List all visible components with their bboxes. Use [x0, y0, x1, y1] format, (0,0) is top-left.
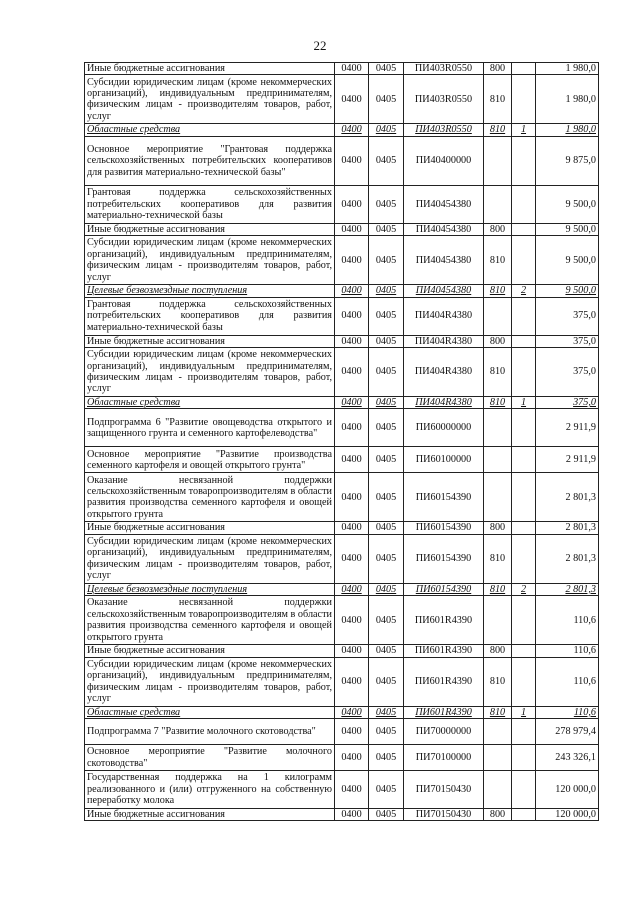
row-target-article: ПИ70150430 — [404, 771, 484, 809]
row-source — [512, 136, 536, 185]
table-row — [85, 745, 599, 771]
row-section: 0400 — [335, 348, 369, 397]
page-number: 22 — [313, 38, 327, 53]
row-target-article: ПИ60154390 — [404, 583, 484, 595]
row-subsection: 0405 — [369, 534, 404, 583]
row-amount: 9 500,0 — [536, 285, 599, 297]
row-amount: 375,0 — [536, 297, 599, 335]
row-name: Иные бюджетные ассигнования — [85, 335, 335, 347]
row-target-article: ПИ404R4380 — [404, 397, 484, 409]
row-name: Государственная поддержка на 1 килограмм реализованного и (или) отгруженного на собственную переработку молока — [85, 771, 335, 809]
row-source — [512, 75, 536, 124]
row-section: 0400 — [335, 645, 369, 657]
row-subsection: 0405 — [369, 583, 404, 595]
row-expense-type: 800 — [484, 809, 512, 821]
row-name: Оказание несвязанной поддержки сельскохозяйственным товаропроизводителям в области развития производства семенного картофеля и овощей открытого грунта — [85, 473, 335, 522]
row-expense-type: 810 — [484, 534, 512, 583]
row-amount: 110,6 — [536, 657, 599, 706]
row-name: Основное мероприятие "Грантовая поддержка сельскохозяйственных потребительских кооперативов для развития материально-технической базы" — [85, 136, 335, 185]
row-amount: 375,0 — [536, 335, 599, 347]
row-target-article: ПИ60154390 — [404, 473, 484, 522]
row-section: 0400 — [335, 136, 369, 185]
row-section: 0400 — [335, 236, 369, 285]
row-amount: 9 500,0 — [536, 185, 599, 223]
table-row — [85, 719, 599, 745]
row-expense-type — [484, 185, 512, 223]
row-amount: 1 980,0 — [536, 75, 599, 124]
row-expense-type: 800 — [484, 63, 512, 75]
row-name: Грантовая поддержка сельскохозяйственных потребительских кооперативов для развития материально-технической базы — [85, 297, 335, 335]
row-section: 0400 — [335, 534, 369, 583]
row-name: Целевые безвозмездные поступления — [85, 583, 335, 595]
row-subsection: 0405 — [369, 719, 404, 745]
row-expense-type: 810 — [484, 583, 512, 595]
row-subsection: 0405 — [369, 771, 404, 809]
row-amount: 2 911,9 — [536, 409, 599, 447]
row-source: 1 — [512, 124, 536, 136]
row-expense-type — [484, 297, 512, 335]
row-expense-type: 810 — [484, 236, 512, 285]
row-name: Субсидии юридическим лицам (кроме некоммерческих организаций), индивидуальным предпринимателям, физическим лицам - производителям товаров, работ, услуг — [85, 348, 335, 397]
row-source — [512, 657, 536, 706]
row-target-article: ПИ70000000 — [404, 719, 484, 745]
row-subsection: 0405 — [369, 335, 404, 347]
row-expense-type: 800 — [484, 522, 512, 534]
row-source — [512, 236, 536, 285]
row-target-article: ПИ601R4390 — [404, 596, 484, 645]
row-subsection: 0405 — [369, 63, 404, 75]
row-expense-type — [484, 136, 512, 185]
row-expense-type — [484, 596, 512, 645]
row-source — [512, 745, 536, 771]
row-target-article: ПИ40454380 — [404, 185, 484, 223]
row-section: 0400 — [335, 596, 369, 645]
row-expense-type — [484, 719, 512, 745]
row-amount: 375,0 — [536, 348, 599, 397]
table-row — [85, 583, 599, 595]
row-target-article: ПИ601R4390 — [404, 706, 484, 718]
row-subsection: 0405 — [369, 745, 404, 771]
row-name: Грантовая поддержка сельскохозяйственных потребительских кооперативов для развития материально-технической базы — [85, 185, 335, 223]
table-row — [85, 348, 599, 397]
row-source — [512, 719, 536, 745]
row-amount: 9 500,0 — [536, 223, 599, 235]
row-name: Основное мероприятие "Развитие молочного скотоводства" — [85, 745, 335, 771]
row-expense-type — [484, 409, 512, 447]
row-target-article: ПИ60100000 — [404, 447, 484, 473]
row-subsection: 0405 — [369, 596, 404, 645]
row-name: Областные средства — [85, 397, 335, 409]
row-source — [512, 809, 536, 821]
budget-table — [84, 62, 599, 821]
row-expense-type: 810 — [484, 348, 512, 397]
table-row — [85, 63, 599, 75]
row-expense-type: 800 — [484, 645, 512, 657]
row-expense-type: 810 — [484, 75, 512, 124]
row-section: 0400 — [335, 745, 369, 771]
row-name: Областные средства — [85, 706, 335, 718]
row-name: Оказание несвязанной поддержки сельскохозяйственным товаропроизводителям в области развития производства семенного картофеля и овощей открытого грунта — [85, 596, 335, 645]
row-target-article: ПИ601R4390 — [404, 657, 484, 706]
table-row — [85, 223, 599, 235]
row-subsection: 0405 — [369, 397, 404, 409]
row-subsection: 0405 — [369, 645, 404, 657]
row-amount: 243 326,1 — [536, 745, 599, 771]
row-target-article: ПИ601R4390 — [404, 645, 484, 657]
row-source — [512, 348, 536, 397]
row-source — [512, 522, 536, 534]
row-section: 0400 — [335, 397, 369, 409]
row-expense-type — [484, 447, 512, 473]
row-target-article: ПИ404R4380 — [404, 297, 484, 335]
row-amount: 110,6 — [536, 645, 599, 657]
budget-table-body — [85, 63, 599, 821]
row-name: Субсидии юридическим лицам (кроме некоммерческих организаций), индивидуальным предпринимателям, физическим лицам - производителям товаров, работ, услуг — [85, 75, 335, 124]
row-name: Иные бюджетные ассигнования — [85, 63, 335, 75]
row-name: Субсидии юридическим лицам (кроме некоммерческих организаций), индивидуальным предпринимателям, физическим лицам - производителям товаров, работ, услуг — [85, 236, 335, 285]
row-subsection: 0405 — [369, 447, 404, 473]
row-target-article: ПИ40454380 — [404, 236, 484, 285]
row-source — [512, 409, 536, 447]
row-section: 0400 — [335, 223, 369, 235]
row-subsection: 0405 — [369, 348, 404, 397]
row-source — [512, 534, 536, 583]
row-subsection: 0405 — [369, 185, 404, 223]
table-row — [85, 522, 599, 534]
row-section: 0400 — [335, 809, 369, 821]
row-name: Основное мероприятие "Развитие производства семенного картофеля и овощей открытого грунта" — [85, 447, 335, 473]
row-target-article: ПИ60154390 — [404, 522, 484, 534]
row-source: 2 — [512, 583, 536, 595]
row-amount: 375,0 — [536, 397, 599, 409]
row-source — [512, 297, 536, 335]
row-target-article: ПИ403R0550 — [404, 63, 484, 75]
row-subsection: 0405 — [369, 657, 404, 706]
row-target-article: ПИ70100000 — [404, 745, 484, 771]
row-section: 0400 — [335, 719, 369, 745]
table-row — [85, 185, 599, 223]
table-row — [85, 706, 599, 718]
table-row — [85, 447, 599, 473]
row-section: 0400 — [335, 583, 369, 595]
row-target-article: ПИ403R0550 — [404, 124, 484, 136]
row-amount: 1 980,0 — [536, 63, 599, 75]
row-amount: 2 801,3 — [536, 534, 599, 583]
row-section: 0400 — [335, 522, 369, 534]
table-row — [85, 771, 599, 809]
row-source: 2 — [512, 285, 536, 297]
row-source: 1 — [512, 397, 536, 409]
row-name: Иные бюджетные ассигнования — [85, 645, 335, 657]
table-row — [85, 285, 599, 297]
row-amount: 110,6 — [536, 706, 599, 718]
row-target-article: ПИ404R4380 — [404, 348, 484, 397]
row-target-article: ПИ40400000 — [404, 136, 484, 185]
row-section: 0400 — [335, 75, 369, 124]
row-expense-type: 810 — [484, 657, 512, 706]
row-source — [512, 771, 536, 809]
row-expense-type — [484, 771, 512, 809]
table-row — [85, 335, 599, 347]
row-section: 0400 — [335, 657, 369, 706]
row-target-article: ПИ60154390 — [404, 534, 484, 583]
table-row — [85, 473, 599, 522]
row-expense-type: 800 — [484, 335, 512, 347]
row-source — [512, 185, 536, 223]
table-row — [85, 397, 599, 409]
row-section: 0400 — [335, 124, 369, 136]
row-name: Субсидии юридическим лицам (кроме некоммерческих организаций), индивидуальным предпринимателям, физическим лицам - производителям товаров, работ, услуг — [85, 657, 335, 706]
row-amount: 2 801,3 — [536, 522, 599, 534]
row-source — [512, 645, 536, 657]
row-amount: 110,6 — [536, 596, 599, 645]
row-source — [512, 223, 536, 235]
row-name: Иные бюджетные ассигнования — [85, 809, 335, 821]
row-expense-type: 800 — [484, 223, 512, 235]
row-section: 0400 — [335, 185, 369, 223]
row-section: 0400 — [335, 473, 369, 522]
row-target-article: ПИ404R4380 — [404, 335, 484, 347]
table-row — [85, 297, 599, 335]
row-section: 0400 — [335, 771, 369, 809]
row-target-article: ПИ40454380 — [404, 223, 484, 235]
row-target-article: ПИ403R0550 — [404, 75, 484, 124]
row-expense-type — [484, 745, 512, 771]
row-section: 0400 — [335, 706, 369, 718]
row-source — [512, 473, 536, 522]
row-section: 0400 — [335, 335, 369, 347]
row-name: Подпрограмма 6 "Развитие овощеводства открытого и защищенного грунта и семенного картофелеводства" — [85, 409, 335, 447]
row-expense-type — [484, 473, 512, 522]
row-name: Иные бюджетные ассигнования — [85, 522, 335, 534]
row-amount: 2 801,3 — [536, 583, 599, 595]
row-subsection: 0405 — [369, 297, 404, 335]
row-subsection: 0405 — [369, 809, 404, 821]
row-amount: 1 980,0 — [536, 124, 599, 136]
row-name: Подпрограмма 7 "Развитие молочного скотоводства" — [85, 719, 335, 745]
row-subsection: 0405 — [369, 236, 404, 285]
row-amount: 278 979,4 — [536, 719, 599, 745]
row-expense-type: 810 — [484, 397, 512, 409]
table-row — [85, 136, 599, 185]
row-section: 0400 — [335, 447, 369, 473]
row-subsection: 0405 — [369, 706, 404, 718]
row-amount: 120 000,0 — [536, 771, 599, 809]
row-name: Целевые безвозмездные поступления — [85, 285, 335, 297]
row-name: Субсидии юридическим лицам (кроме некоммерческих организаций), индивидуальным предпринимателям, физическим лицам - производителям товаров, работ, услуг — [85, 534, 335, 583]
table-row — [85, 75, 599, 124]
table-row — [85, 534, 599, 583]
row-subsection: 0405 — [369, 285, 404, 297]
row-name: Областные средства — [85, 124, 335, 136]
table-row — [85, 409, 599, 447]
row-subsection: 0405 — [369, 75, 404, 124]
table-row — [85, 657, 599, 706]
table-row — [85, 596, 599, 645]
row-subsection: 0405 — [369, 124, 404, 136]
row-subsection: 0405 — [369, 522, 404, 534]
row-name: Иные бюджетные ассигнования — [85, 223, 335, 235]
row-section: 0400 — [335, 285, 369, 297]
table-row — [85, 124, 599, 136]
row-section: 0400 — [335, 63, 369, 75]
row-amount: 2 801,3 — [536, 473, 599, 522]
row-expense-type: 810 — [484, 124, 512, 136]
table-row — [85, 809, 599, 821]
row-subsection: 0405 — [369, 223, 404, 235]
row-subsection: 0405 — [369, 136, 404, 185]
row-source — [512, 63, 536, 75]
row-source — [512, 447, 536, 473]
row-amount: 9 500,0 — [536, 236, 599, 285]
table-row — [85, 645, 599, 657]
row-amount: 120 000,0 — [536, 809, 599, 821]
row-expense-type: 810 — [484, 706, 512, 718]
row-target-article: ПИ40454380 — [404, 285, 484, 297]
row-section: 0400 — [335, 409, 369, 447]
row-target-article: ПИ70150430 — [404, 809, 484, 821]
row-source: 1 — [512, 706, 536, 718]
row-section: 0400 — [335, 297, 369, 335]
row-subsection: 0405 — [369, 409, 404, 447]
table-row — [85, 236, 599, 285]
row-target-article: ПИ60000000 — [404, 409, 484, 447]
row-source — [512, 596, 536, 645]
row-source — [512, 335, 536, 347]
row-subsection: 0405 — [369, 473, 404, 522]
row-expense-type: 810 — [484, 285, 512, 297]
row-amount: 2 911,9 — [536, 447, 599, 473]
row-amount: 9 875,0 — [536, 136, 599, 185]
